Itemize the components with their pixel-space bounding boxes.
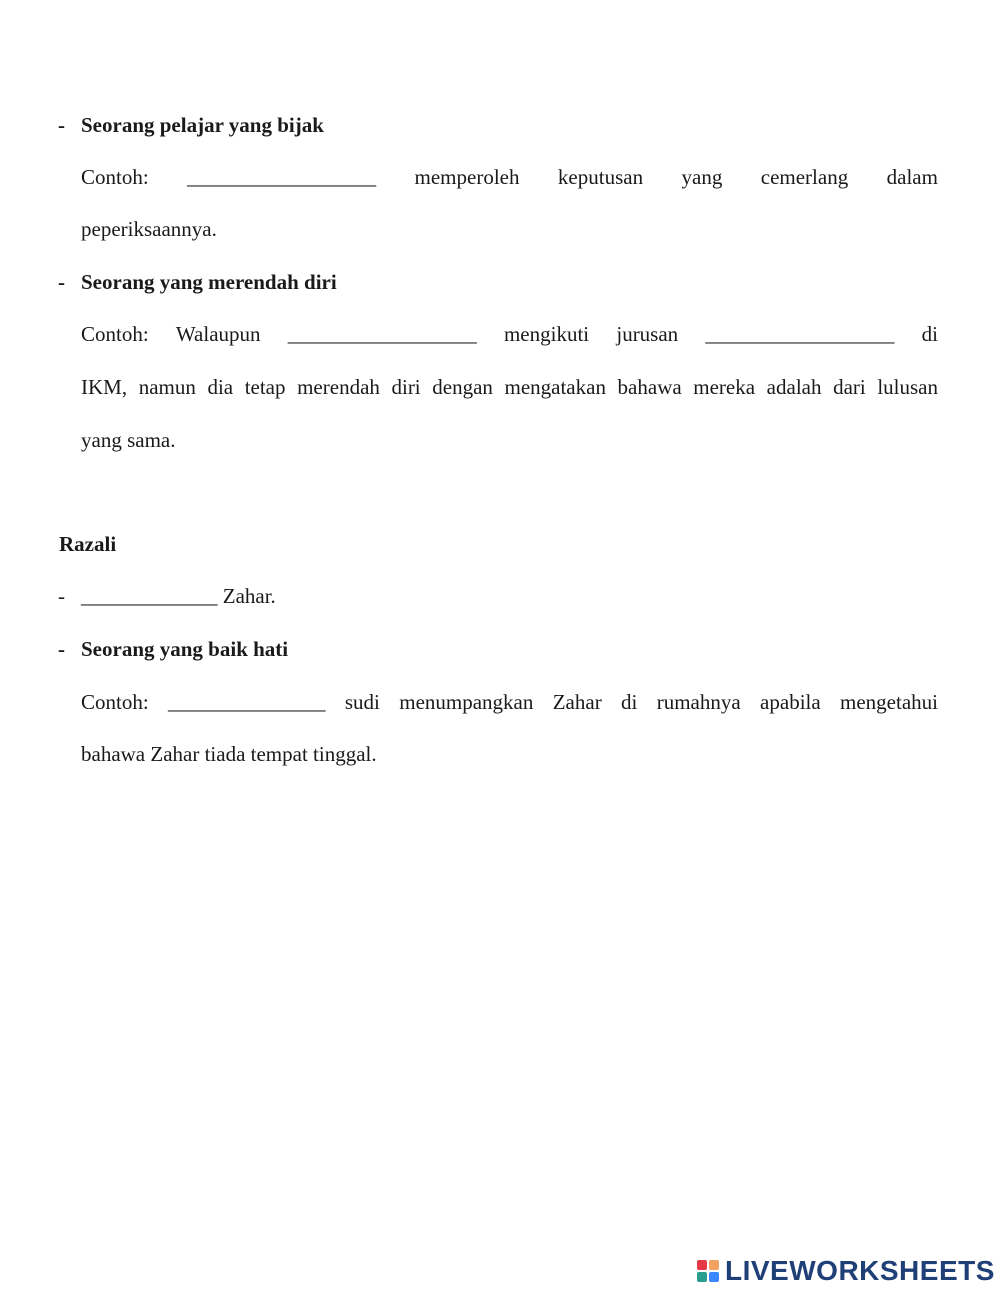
bullet-dash: - (58, 584, 65, 608)
example-baik-hati-line1 (81, 687, 938, 717)
heading-merendah: Seorang yang merendah diri (81, 270, 337, 294)
logo-text: LIVEWORKSHEETS (725, 1255, 995, 1286)
bullet-dash: - (58, 113, 65, 137)
word: mengetahui (840, 690, 938, 714)
logo-square (709, 1260, 719, 1270)
logo-square (709, 1272, 719, 1282)
word: di (921, 322, 938, 346)
word: rumahnya (656, 690, 741, 714)
blank-line[interactable]: _______________ (168, 690, 326, 714)
word: keputusan (557, 165, 644, 189)
word: dia (207, 375, 234, 399)
word: mengikuti (503, 322, 590, 346)
word: merendah (297, 375, 380, 399)
heading-baik-hati: Seorang yang baik hati (81, 637, 289, 661)
word: mengatakan (504, 375, 606, 399)
example-merendah-line3: yang sama. (81, 428, 176, 452)
blank-line[interactable]: __________________ (705, 322, 895, 346)
word: cemerlang (760, 165, 849, 189)
example-bijak-line1 (81, 162, 938, 192)
bullet-dash: - (58, 637, 65, 661)
word: apabila (760, 690, 821, 714)
logo-square (697, 1260, 707, 1270)
word: Contoh: (81, 165, 149, 189)
blank-line[interactable]: __________________ (187, 165, 377, 189)
word: IKM, (81, 375, 128, 399)
word: adalah (766, 375, 822, 399)
word: Contoh: (81, 690, 149, 714)
word: dengan (432, 375, 493, 399)
liveworksheets-logo (697, 1255, 995, 1287)
section-title-razali: Razali (59, 532, 117, 556)
word: sudi (344, 690, 380, 714)
example-merendah-line2 (81, 372, 938, 402)
word: diri (391, 375, 421, 399)
word: lulusan (877, 375, 938, 399)
word: Walaupun (175, 322, 261, 346)
razali-item1: _____________ Zahar. (81, 584, 276, 608)
word: Contoh: (81, 322, 149, 346)
word: namun (138, 375, 196, 399)
word: dari (833, 375, 866, 399)
word: jurusan (616, 322, 679, 346)
bullet-dash: - (58, 270, 65, 294)
word: di (621, 690, 638, 714)
word: memperoleh (414, 165, 520, 189)
logo-square (697, 1272, 707, 1282)
logo-icon (697, 1260, 719, 1282)
example-bijak-line2: peperiksaannya. (81, 217, 217, 241)
heading-bijak: Seorang pelajar yang bijak (81, 113, 324, 137)
word: bahawa (617, 375, 682, 399)
word: mereka (693, 375, 756, 399)
word: dalam (886, 165, 938, 189)
word: tetap (244, 375, 286, 399)
example-baik-hati-line2: bahawa Zahar tiada tempat tinggal. (81, 742, 377, 766)
word: menumpangkan (399, 690, 534, 714)
word: Zahar (552, 690, 602, 714)
word: yang (681, 165, 723, 189)
example-merendah-line1 (81, 319, 938, 349)
blank-line[interactable]: __________________ (287, 322, 477, 346)
